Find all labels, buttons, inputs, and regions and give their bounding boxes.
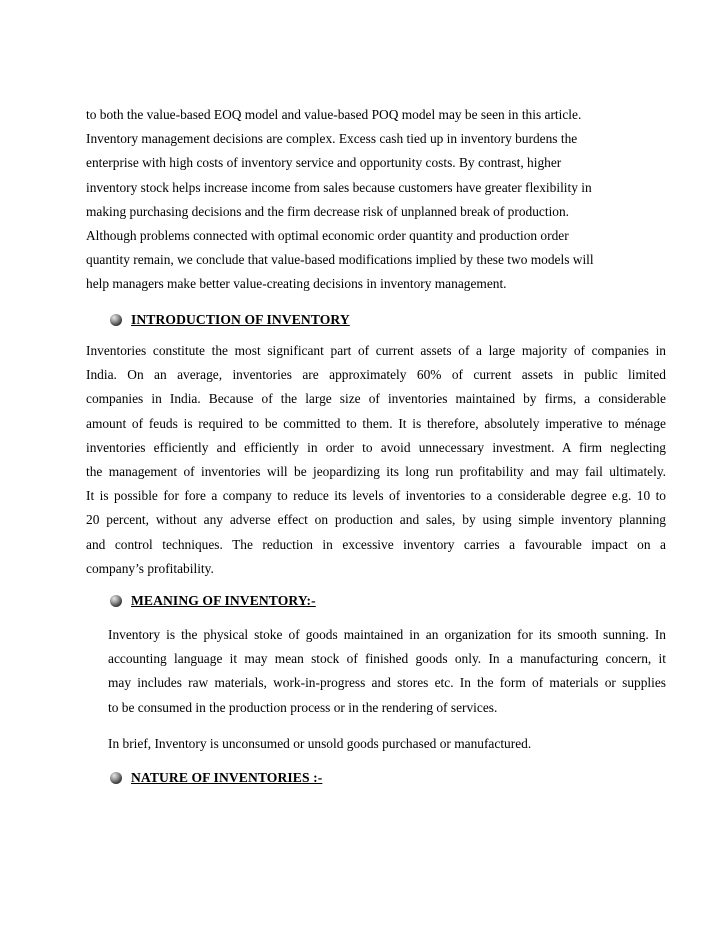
paragraph-line: and control techniques. The reduction in excessive inventory carries a favourable impact on a: [86, 536, 666, 552]
paragraph-line: amount of feuds is required to be committed to them. It is therefore, absolutely imperative to ménage: [86, 415, 666, 431]
introduction-paragraph: [86, 339, 666, 581]
section-heading-text: INTRODUCTION OF INVENTORY: [131, 312, 350, 327]
section-heading-meaning: [110, 591, 316, 611]
section-heading-introduction: [110, 310, 350, 330]
paragraph-line: company’s profitability.: [86, 560, 214, 576]
paragraph-line: 20 percent, without any adverse effect on production and sales, by using simple inventory planning: [86, 512, 666, 528]
intro-line: enterprise with high costs of inventory service and opportunity costs. By contrast, higher: [86, 155, 562, 171]
paragraph-line: inventories efficiently and efficiently in order to avoid unnecessary investment. A firm neglecting: [86, 439, 666, 455]
section-heading-text: MEANING OF INVENTORY:-: [131, 593, 316, 608]
brief-definition: In brief, Inventory is unconsumed or unsold goods purchased or manufactured.: [108, 736, 532, 751]
paragraph-line: the management of inventories will be jeopardizing its long run profitability and may fail ultimately.: [86, 463, 666, 479]
paragraph-line: companies in India. Because of the large size of inventories maintained by firms, a considerable: [86, 391, 666, 407]
section-heading-nature: [110, 768, 322, 788]
intro-line: Although problems connected with optimal economic order quantity and production order: [86, 227, 569, 243]
intro-line: help managers make better value-creating decisions in inventory management.: [86, 276, 507, 292]
bullet-icon: [110, 595, 122, 607]
paragraph-line: Inventories constitute the most significant part of current assets of a large majority of companies in: [86, 343, 666, 358]
paragraph-line: Inventory is the physical stoke of goods maintained in an organization for its smooth sunning. In: [108, 627, 666, 642]
intro-line: inventory stock helps increase income from sales because customers have greater flexibility in: [86, 179, 592, 195]
intro-line: to both the value-based EOQ model and value-based POQ model may be seen in this article.: [86, 107, 582, 122]
meaning-paragraph: [108, 623, 666, 720]
intro-line: Inventory management decisions are complex. Excess cash tied up in inventory burdens the: [86, 131, 578, 147]
section-heading-text: NATURE OF INVENTORIES :-: [131, 770, 323, 785]
paragraph-line: to be consumed in the production process or in the rendering of services.: [108, 699, 498, 715]
intro-line: making purchasing decisions and the firm decrease risk of unplanned break of production.: [86, 203, 570, 219]
bullet-icon: [110, 314, 122, 326]
paragraph-line: India. On an average, inventories are approximately 60% of current assets in public limited: [86, 367, 666, 383]
paragraph-line: may includes raw materials, work-in-progress and stores etc. In the form of materials or supplies: [108, 675, 666, 691]
paragraph-line: accounting language it may mean stock of finished goods only. In a manufacturing concern, it: [108, 651, 666, 667]
intro-paragraph: [86, 103, 666, 297]
bullet-icon: [110, 772, 122, 784]
intro-line: quantity remain, we conclude that value-based modifications implied by these two models will: [86, 252, 594, 268]
paragraph-line: It is possible for fore a company to reduce its levels of inventories to a considerable degree e.g. 10 to: [86, 488, 666, 504]
